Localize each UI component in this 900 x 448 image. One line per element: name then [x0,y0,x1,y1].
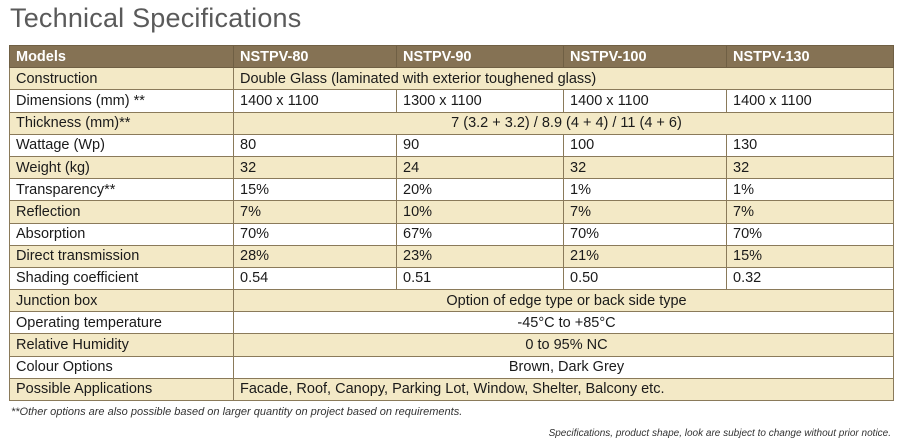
row-label: Dimensions (mm) ** [10,90,234,112]
table-cell: 20% [397,179,564,201]
table-cell: 1400 x 1100 [727,90,894,112]
table-row [10,334,894,356]
spanned-value: Double Glass (laminated with exterior toughened glass) [234,68,894,90]
table-cell: 15% [234,179,397,201]
row-label: Weight (kg) [10,156,234,178]
footnote: **Other options are also possible based on larger quantity on project based on requirements. [11,406,463,418]
table-header-row [10,46,894,68]
header-cell: NSTPV-90 [397,46,564,68]
table-row [10,68,894,90]
table-cell: 24 [397,156,564,178]
table-cell: 32 [727,156,894,178]
table-cell: 10% [397,201,564,223]
table-cell: 32 [564,156,727,178]
header-cell: NSTPV-80 [234,46,397,68]
table-cell: 80 [234,134,397,156]
header-cell: NSTPV-130 [727,46,894,68]
row-label: Construction [10,68,234,90]
spanned-value: 7 (3.2 + 3.2) / 8.9 (4 + 4) / 11 (4 + 6) [234,112,894,134]
table-row [10,90,894,112]
table-cell: 0.50 [564,267,727,289]
table-row [10,290,894,312]
row-label: Thickness (mm)** [10,112,234,134]
table-row [10,112,894,134]
table-cell: 90 [397,134,564,156]
table-cell: 1400 x 1100 [564,90,727,112]
table-cell: 32 [234,156,397,178]
spanned-value: -45°C to +85°C [234,312,894,334]
table-row [10,179,894,201]
table-cell: 28% [234,245,397,267]
table-cell: 7% [727,201,894,223]
row-label: Wattage (Wp) [10,134,234,156]
table-cell: 1400 x 1100 [234,90,397,112]
table-row [10,134,894,156]
table-row [10,312,894,334]
row-label: Colour Options [10,356,234,378]
header-cell: NSTPV-100 [564,46,727,68]
row-label: Junction box [10,290,234,312]
row-label: Operating temperature [10,312,234,334]
table-cell: 0.54 [234,267,397,289]
table-row [10,156,894,178]
row-label: Possible Applications [10,378,234,400]
spec-table [9,45,894,401]
header-cell: Models [10,46,234,68]
table-cell: 70% [727,223,894,245]
table-row [10,223,894,245]
table-cell: 21% [564,245,727,267]
spanned-value: Option of edge type or back side type [234,290,894,312]
row-label: Reflection [10,201,234,223]
table-cell: 7% [234,201,397,223]
table-cell: 0.51 [397,267,564,289]
table-cell: 70% [564,223,727,245]
table-cell: 1% [727,179,894,201]
row-label: Shading coefficient [10,267,234,289]
table-cell: 130 [727,134,894,156]
table-cell: 7% [564,201,727,223]
table-cell: 1% [564,179,727,201]
table-row [10,356,894,378]
spanned-value: 0 to 95% NC [234,334,894,356]
table-cell: 70% [234,223,397,245]
table-cell: 0.32 [727,267,894,289]
row-label: Direct transmission [10,245,234,267]
table-row [10,201,894,223]
row-label: Absorption [10,223,234,245]
table-cell: 15% [727,245,894,267]
page-title: Technical Specifications [10,3,302,33]
table-row [10,267,894,289]
spanned-value: Brown, Dark Grey [234,356,894,378]
table-cell: 67% [397,223,564,245]
row-label: Transparency** [10,179,234,201]
table-row [10,245,894,267]
spanned-value: Facade, Roof, Canopy, Parking Lot, Window, Shelter, Balcony etc. [234,378,894,400]
table-cell: 23% [397,245,564,267]
table-row [10,378,894,400]
table-cell: 1300 x 1100 [397,90,564,112]
table-cell: 100 [564,134,727,156]
disclaimer: Specifications, product shape, look are subject to change without prior notice. [548,428,891,439]
row-label: Relative Humidity [10,334,234,356]
